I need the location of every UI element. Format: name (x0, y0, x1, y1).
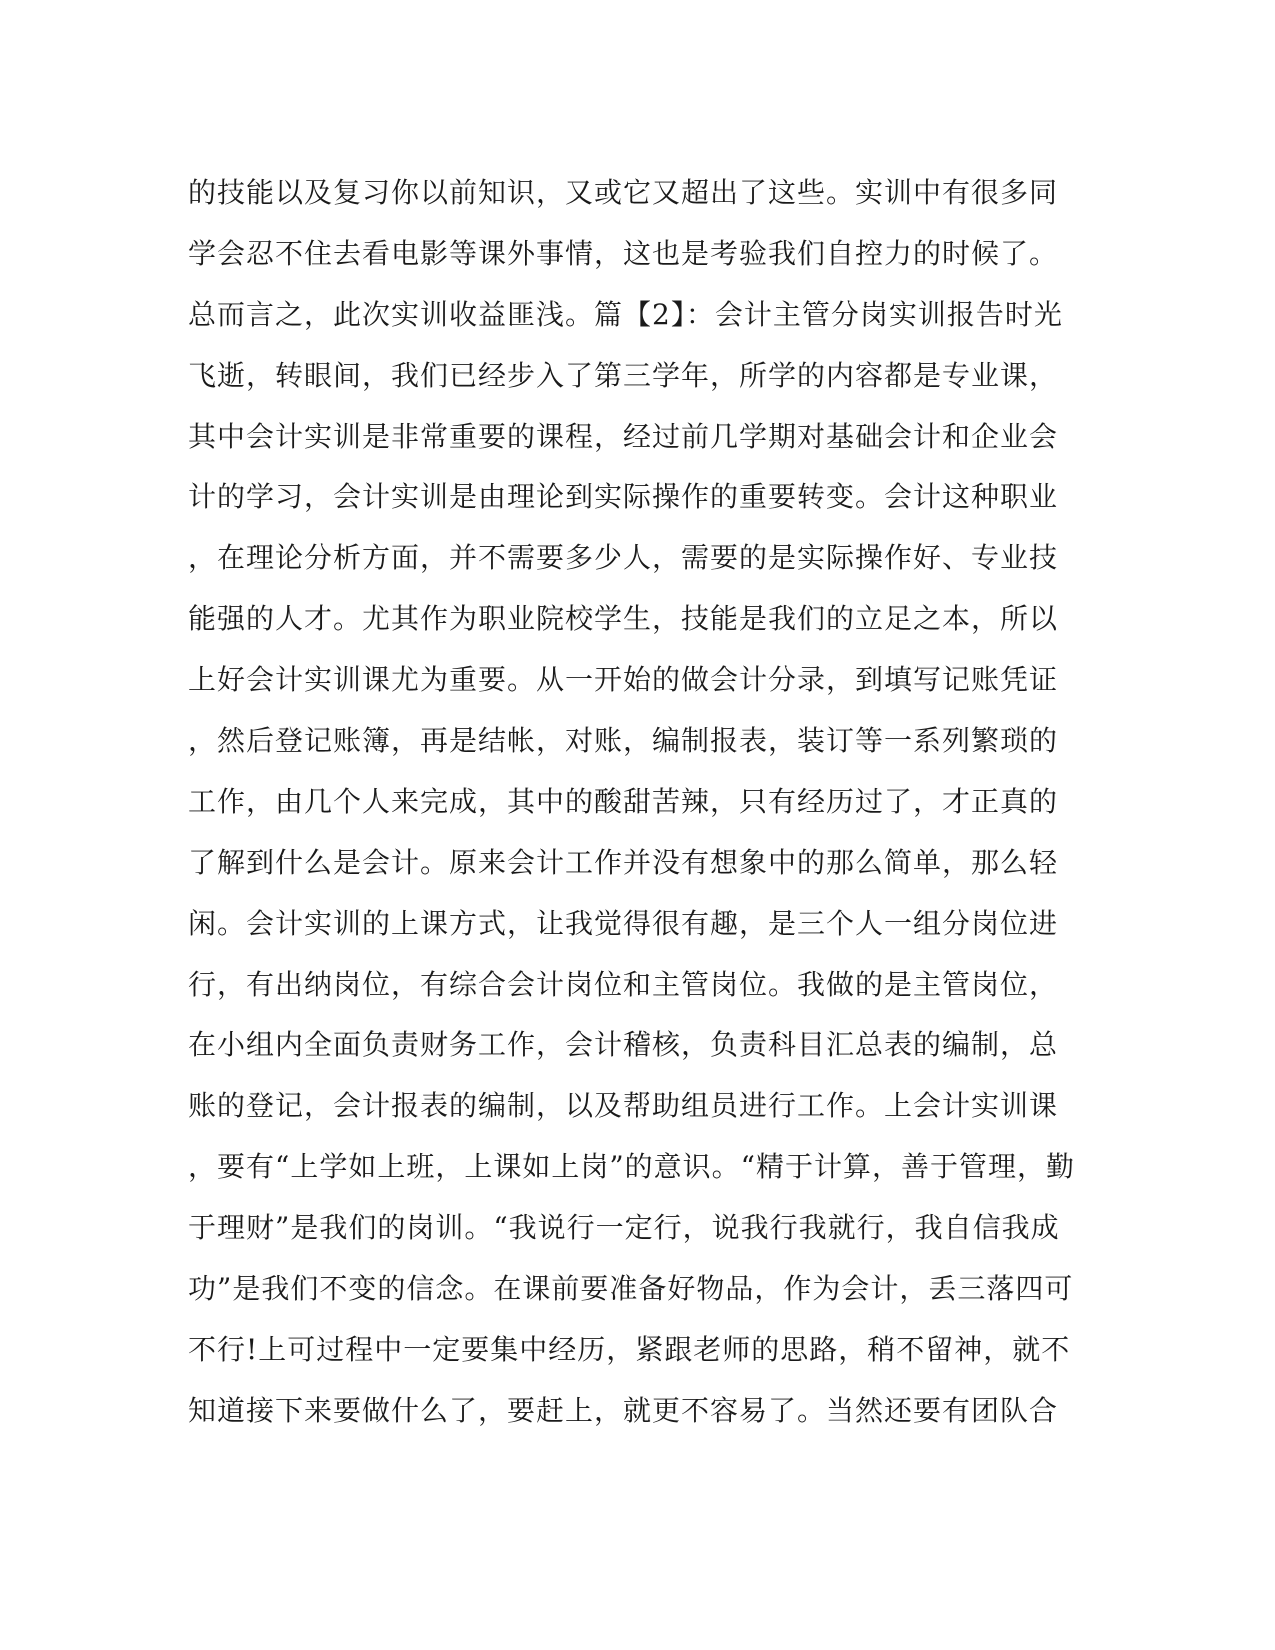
text-line: 其中会计实训是非常重要的课程，经过前几学期对基础会计和企业会 (188, 419, 1059, 453)
text-line: 工作，由几个人来完成，其中的酸甜苦辣，只有经历过了，才正真的 (188, 784, 1059, 818)
text-line: 学会忍不住去看电影等课外事情，这也是考验我们自控力的时候了。 (188, 236, 1059, 270)
text-line: 账的登记，会计报表的编制，以及帮助组员进行工作。上会计实训课 (188, 1089, 1059, 1123)
text-line: ，要有“上学如上班，上课如上岗”的意识。“精于计算，善于管理，勤 (188, 1150, 1075, 1184)
text-line: 行，有出纳岗位，有综合会计岗位和主管岗位。我做的是主管岗位， (188, 967, 1059, 1001)
text-line: 于理财”是我们的岗训。“我说行一定行，说我行我就行，我自信我成 (188, 1211, 1060, 1245)
text-line: 总而言之，此次实训收益匪浅。篇【2】：会计主管分岗实训报告时光 (188, 297, 1063, 331)
text-line: 功”是我们不变的信念。在课前要准备好物品，作为会计，丢三落四可 (188, 1272, 1074, 1306)
text-line: ，然后登记账簿，再是结帐，对账，编制报表，装订等一系列繁琐的 (188, 724, 1059, 758)
text-line: 计的学习，会计实训是由理论到实际操作的重要转变。会计这种职业 (188, 480, 1059, 514)
text-line: 知道接下来要做什么了，要赶上，就更不容易了。当然还要有团队合 (188, 1393, 1059, 1427)
text-line: 不行!上可过程中一定要集中经历，紧跟老师的思路，稍不留神，就不 (188, 1332, 1071, 1366)
text-line: 了解到什么是会计。原来会计工作并没有想象中的那么简单，那么轻 (188, 845, 1059, 879)
text-line: 在小组内全面负责财务工作，会计稽核，负责科目汇总表的编制，总 (188, 1028, 1059, 1062)
text-line: 闲。会计实训的上课方式，让我觉得很有趣，是三个人一组分岗位进 (188, 906, 1059, 940)
text-line: 上好会计实训课尤为重要。从一开始的做会计分录，到填写记账凭证 (188, 663, 1059, 697)
text-line: ，在理论分析方面，并不需要多少人，需要的是实际操作好、专业技 (188, 541, 1059, 575)
text-line: 能强的人才。尤其作为职业院校学生，技能是我们的立足之本，所以 (188, 602, 1059, 636)
text-line: 的技能以及复习你以前知识，又或它又超出了这些。实训中有很多同 (188, 176, 1059, 209)
body-text (188, 163, 1075, 1442)
text-line: 飞逝，转眼间，我们已经步入了第三学年，所学的内容都是专业课， (188, 358, 1059, 392)
